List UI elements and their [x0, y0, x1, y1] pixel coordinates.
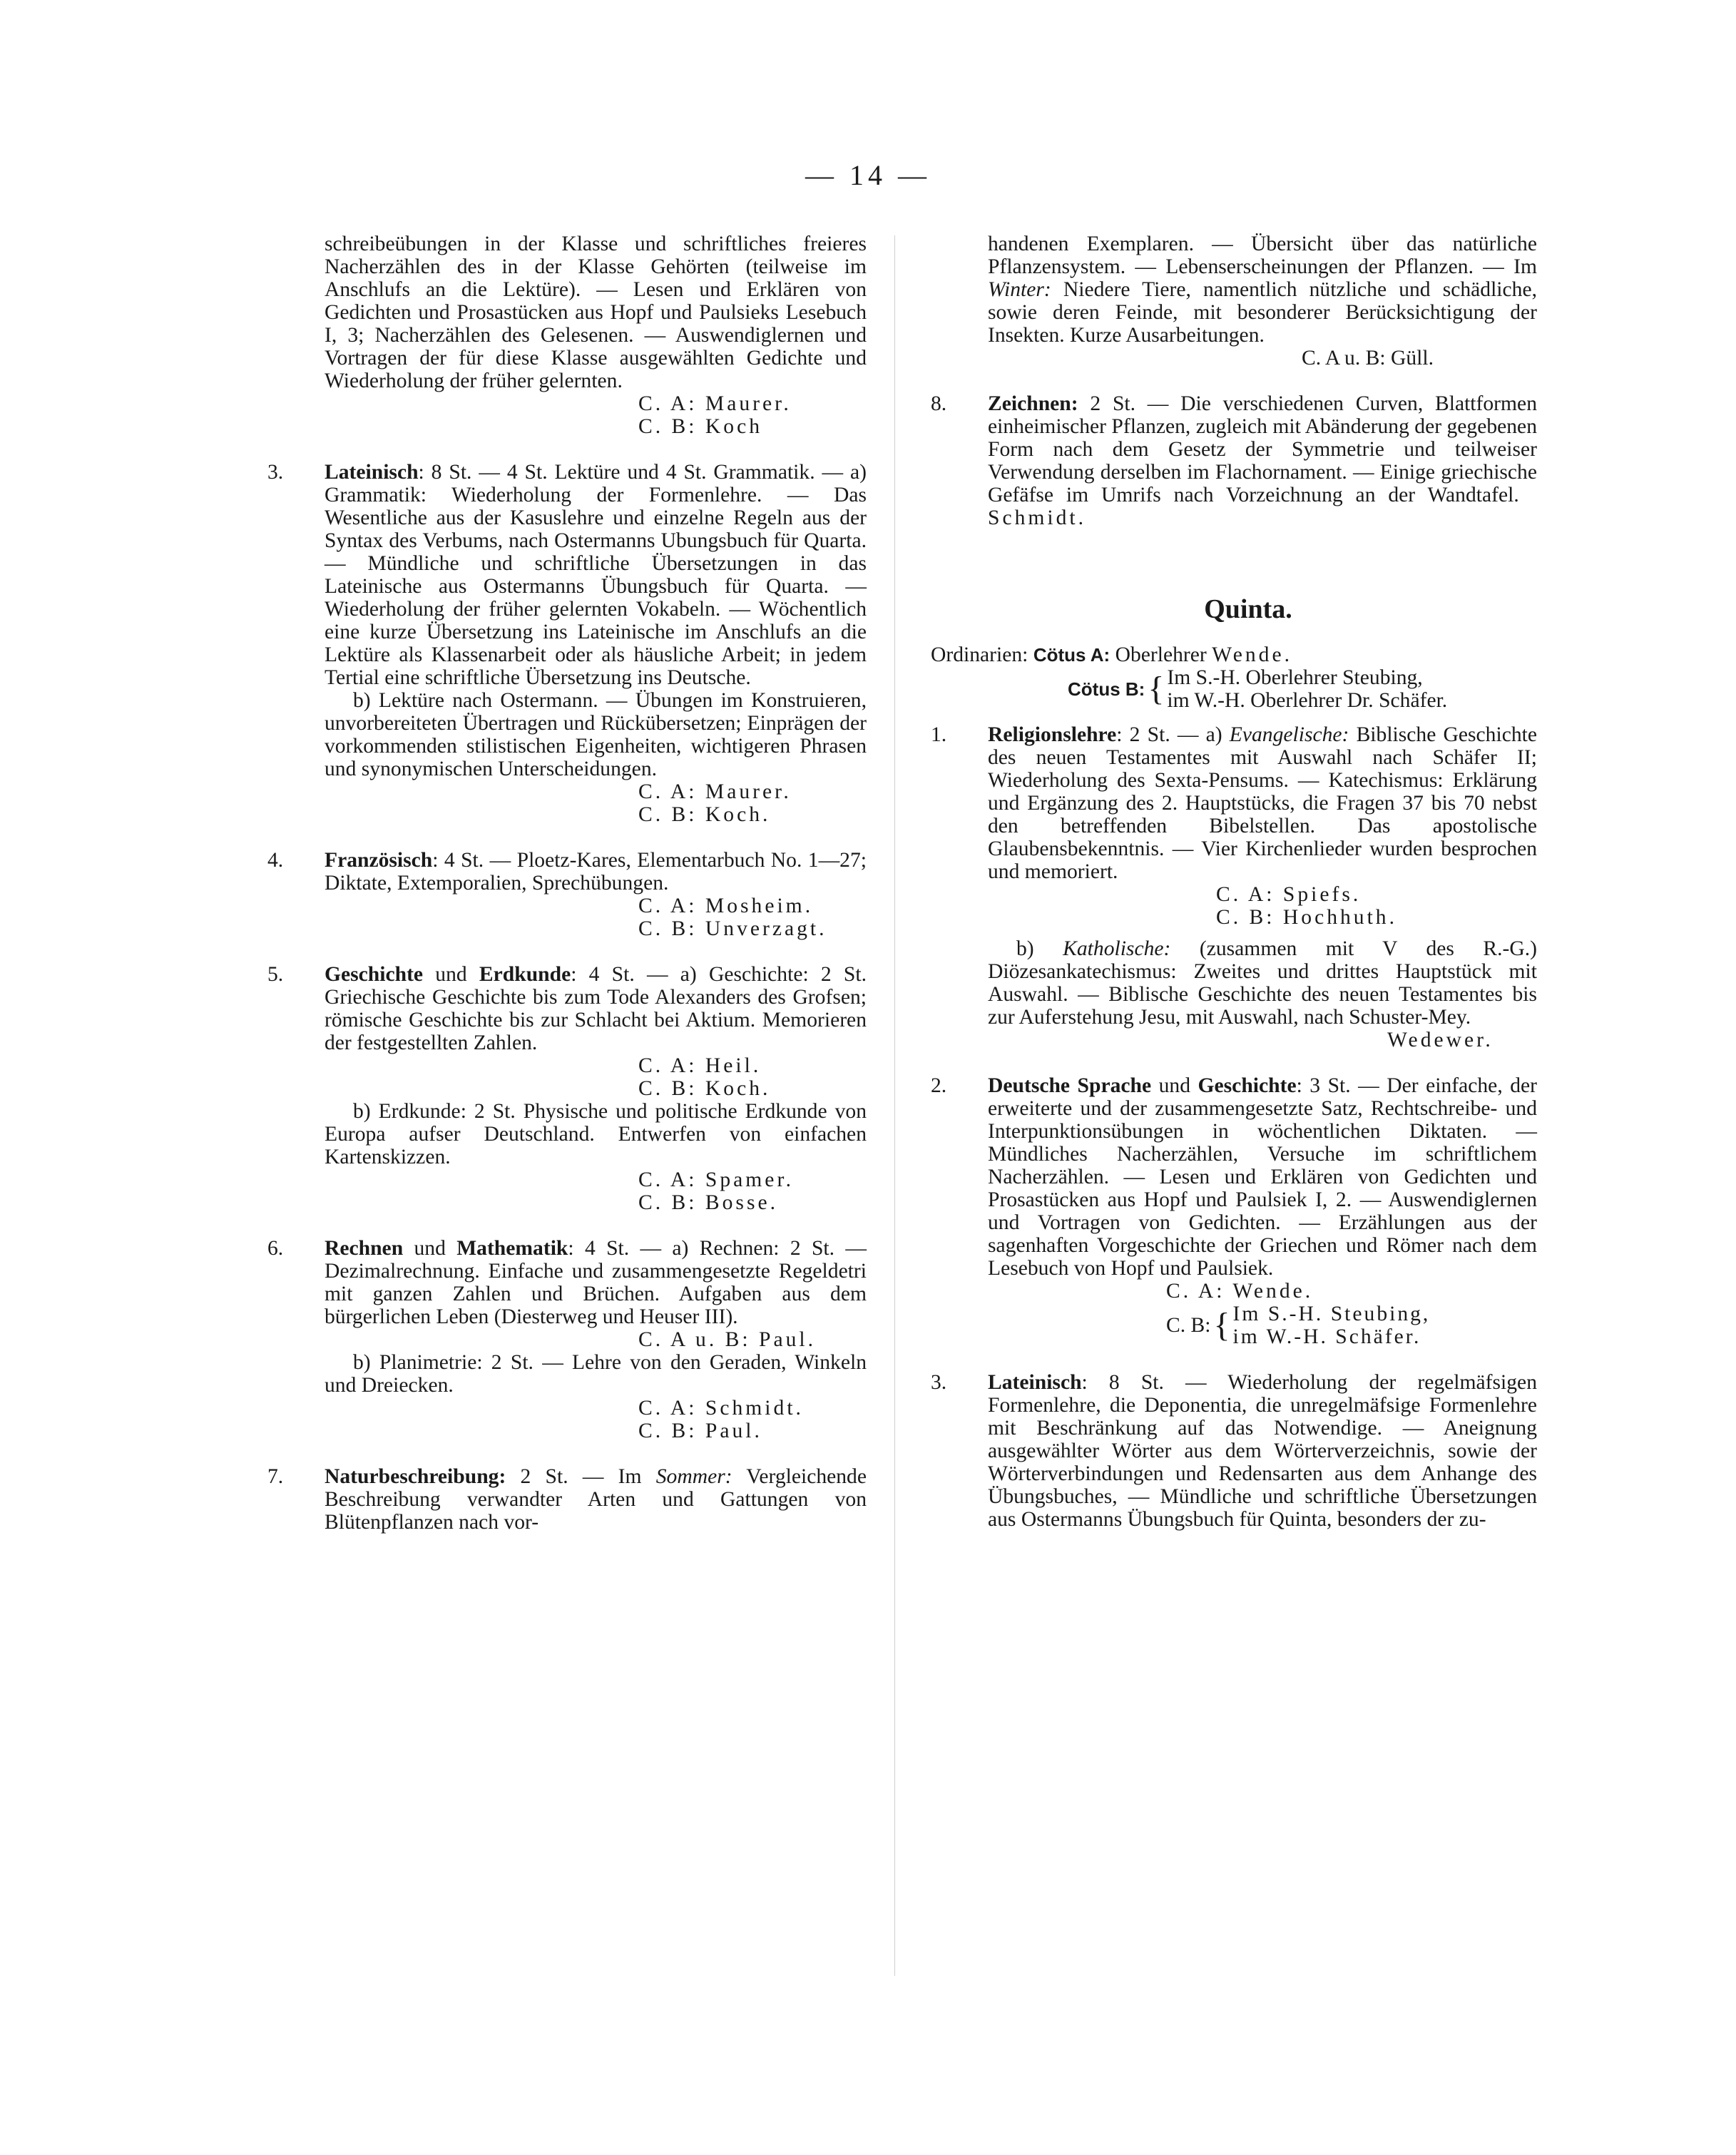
- signature: C. A u. B: Paul.: [638, 1328, 817, 1351]
- signature: C. A: Maurer.: [638, 392, 792, 415]
- signature: C. A: Heil.: [638, 1054, 762, 1077]
- section-math: 6. Rechnen und Mathematik: 4 St. — a) Rechnen: 2 St. — Dezimalrechnung. Einfache und zusammengesetzte Regeldetri mit ganzen Zahlen und Brüchen. Aufgaben aus dem bürgerlichen Leben (Diesterweg und Heuser III).: [267, 1237, 867, 1328]
- column-divider: [894, 235, 895, 1976]
- paragraph: b) Erdkunde: 2 St. Physische und politische Erdkunde von Europa aufser Deutschland. Entwerfen von einfachen Kartenskizzen.: [325, 1100, 867, 1168]
- brace: {: [1148, 670, 1165, 708]
- section-french: 4. Französisch: 4 St. — Ploetz-Kares, Elementarbuch No. 1—27; Diktate, Extemporalien, Sprechübungen.: [267, 849, 867, 895]
- signature: C. A u. B: Güll.: [1302, 347, 1434, 370]
- ordinarien-line: Ordinarien: Cötus A: Oberlehrer Wende.: [931, 643, 1292, 666]
- signature: Wedewer.: [1387, 1029, 1494, 1051]
- section-heading-quinta: Quinta.: [1204, 594, 1292, 624]
- brace: {: [1213, 1306, 1230, 1344]
- paragraph: b) Lektüre nach Ostermann. — Übungen im Konstruieren, unvorbereiteten Übertragen und Rückübersetzen; Einprägen der vorkommenden stilistischen Eigenheiten, wichtigeren Phrasen und synonymischen Unterscheidungen.: [325, 689, 867, 780]
- signature: C. B: Bosse.: [638, 1191, 778, 1214]
- section-history-geography: 5. Geschichte und Erdkunde: 4 St. — a) Geschichte: 2 St. Griechische Geschichte bis zum Tode Alexanders des Grofsen; römische Geschichte bis zur Schlacht bei Aktium. Memorieren der festgestellten Zahlen.: [267, 963, 867, 1054]
- section-number: 5.: [267, 963, 284, 986]
- section-number: 3.: [931, 1371, 947, 1394]
- signature: Schmidt.: [988, 506, 1087, 529]
- intro-paragraph: schreibeübungen in der Klasse und schriftliches freieres Nacherzählen des in der Klasse Gehörten (teilweise im Anschlufs an die Lektüre). — Lesen und Erklären von Gedichten und Prosastücken aus Hopf und Paulsieks Lesebuch I, 3; Nacherzählen des Gelesenen. — Auswendiglernen und Vortragen der für diese Klasse ausgewählten Gedichte und Wiederholung der früher gelernten.: [325, 233, 867, 392]
- section-number: 1.: [931, 723, 947, 746]
- section-drawing: 8. Zeichnen: 2 St. — Die verschiedenen Curven, Blattformen einheimischer Pflanzen, zugleich mit Abänderung der gegebenen Form nach dem Gesetz der Symmetrie und teilweiser Verwendung derselben im Flachornament. — Einige griechische Gefäfse im Umrifs nach Vorzeichnung an der Wandtafel. Schmidt.: [931, 392, 1537, 529]
- signature: C. A: Mosheim.: [638, 895, 814, 917]
- signature: C. A: Schmidt.: [638, 1397, 804, 1420]
- signature-braced: C. B: { Im S.-H. Steubing, im W.-H. Schäfer.: [1166, 1303, 1431, 1348]
- continued-paragraph: handenen Exemplaren. — Übersicht über das natürliche Pflanzensystem. — Lebenserscheinungen der Pflanzen. — Im Winter: Niedere Tiere, namentlich nützliche und schädliche, sowie deren Feinde, mit besonderer Berücksichtigung der Insekten. Kurze Ausarbeitungen.: [988, 233, 1537, 347]
- section-title: Religionslehre: [988, 723, 1117, 746]
- signature: C. A: Wende.: [1166, 1280, 1314, 1303]
- section-number: 3.: [267, 461, 284, 484]
- cotus-b: Cötus B: { Im S.-H. Oberlehrer Steubing, im W.-H. Oberlehrer Dr. Schäfer.: [1068, 666, 1448, 712]
- section-number: 7.: [267, 1465, 284, 1488]
- paragraph: b) Katholische: (zusammen mit V des R.-G.) Diözesankatechismus: Zweites und drittes Hauptstück mit Auswahl. — Biblische Geschichte des neuen Testamentes bis zur Auferstehung Jesu, mit Auswahl, nach Schuster-Mey.: [988, 937, 1538, 1029]
- section-nature: 7. Naturbeschreibung: 2 St. — Im Sommer: Vergleichende Beschreibung verwandter Arten und Gattungen von Blütenpflanzen nach vor-: [267, 1465, 867, 1534]
- section-title: Erdkunde: [479, 963, 571, 986]
- section-number: 2.: [931, 1074, 947, 1097]
- signature: C. B: Koch.: [638, 803, 771, 826]
- signature: C. A: Maurer.: [638, 780, 792, 803]
- signature: C. A: Spiefs.: [1216, 883, 1362, 906]
- section-latin-quinta: 3. Lateinisch: 8 St. — Wiederholung der regelmäfsigen Formenlehre, die Deponentia, die unregelmäfsige Formenlehre mit Beschränkung auf das Notwendige. — Aneignung ausgewählter Wörter aus dem Wörterverzeichnis, sowie der Wörterverbindungen und Redensarten aus dem Anhange des Übungsbuches, — Mündliche und schriftliche Übersetzungen aus Ostermanns Übungsbuch für Quinta, besonders der zu-: [931, 1371, 1537, 1531]
- left-column: [267, 233, 867, 1534]
- section-title: Zeichnen:: [988, 392, 1078, 415]
- section-religion: 1. Religionslehre: 2 St. — a) Evangelische: Biblische Geschichte des neuen Testamentes mit Auswahl nach Schäfer II; Wiederholung des Sexta-Pensums. — Katechismus: Erklärung und Ergänzung des 2. Hauptstücks, die Fragen 37 bis 70 nebst den betreffenden Bibelstellen. Das apostolische Glaubensbekenntnis. — Vier Kirchenlieder wurden besprochen und memoriert.: [931, 723, 1537, 883]
- section-german-history: 2. Deutsche Sprache und Geschichte: 3 St. — Der einfache, der erweiterte und der zusammengesetzte Satz, Rechtschreibe- und Interpunktionsübungen in wöchentlichen Diktaten. — Mündliches Nacherzählen, Versuche im schriftlichem Nacherzählen. — Lesen und Erklären von Gedichten und Prosastücken aus Hopf und Paulsiek I, 2. — Auswendiglernen und Vortragen von Gedichten. — Erzählungen aus der sagenhaften Vorgeschichte der Griechen und Römer nach dem Lesebuch von Hopf und Paulsiek.: [931, 1074, 1537, 1280]
- section-number: 8.: [931, 392, 947, 415]
- section-latin: 3. Lateinisch: 8 St. — 4 St. Lektüre und 4 St. Grammatik. — a) Grammatik: Wiederholung der Formenlehre. — Das Wesentliche aus der Kasuslehre und einzelne Regeln aus der Syntax des Verbums, nach Ostermanns Ubungsbuch für Quarta. — Mündliche und schriftliche Übersetzungen in das Lateinische aus Ostermanns Übungsbuch für Quarta. — Wiederholung der früher gelernten Vokabeln. — Wöchentlich eine kurze Übersetzung ins Lateinische im Anschlufs an die Lektüre als Klassenarbeit oder als häusliche Arbeit; in jedem Tertial eine schriftliche Übersetzung ins Deutsche.: [267, 461, 867, 689]
- signature: C. B: Hochhuth.: [1216, 906, 1398, 929]
- signature: C. B: Unverzagt.: [638, 917, 827, 940]
- signature: C. B: Koch.: [638, 1077, 771, 1100]
- section-title: Naturbeschreibung:: [325, 1465, 506, 1488]
- page-number: — 14 —: [805, 159, 931, 191]
- section-title: Rechnen: [325, 1237, 404, 1260]
- paragraph: b) Planimetrie: 2 St. — Lehre von den Geraden, Winkeln und Dreiecken.: [325, 1351, 867, 1397]
- section-title: Geschichte: [1198, 1074, 1297, 1097]
- section-number: 6.: [267, 1237, 284, 1260]
- section-title: Deutsche Sprache: [988, 1074, 1152, 1097]
- right-column: [931, 233, 1537, 1531]
- section-number: 4.: [267, 849, 284, 872]
- section-title: Französisch: [325, 849, 433, 872]
- section-title: Geschichte: [325, 963, 424, 986]
- signature: C. B: Koch: [638, 415, 762, 438]
- signature: C. B: Paul.: [638, 1420, 762, 1442]
- section-title: Lateinisch: [988, 1371, 1082, 1394]
- section-title: Lateinisch: [325, 461, 419, 484]
- signature: C. A: Spamer.: [638, 1168, 795, 1191]
- section-title: Mathematik: [456, 1237, 568, 1260]
